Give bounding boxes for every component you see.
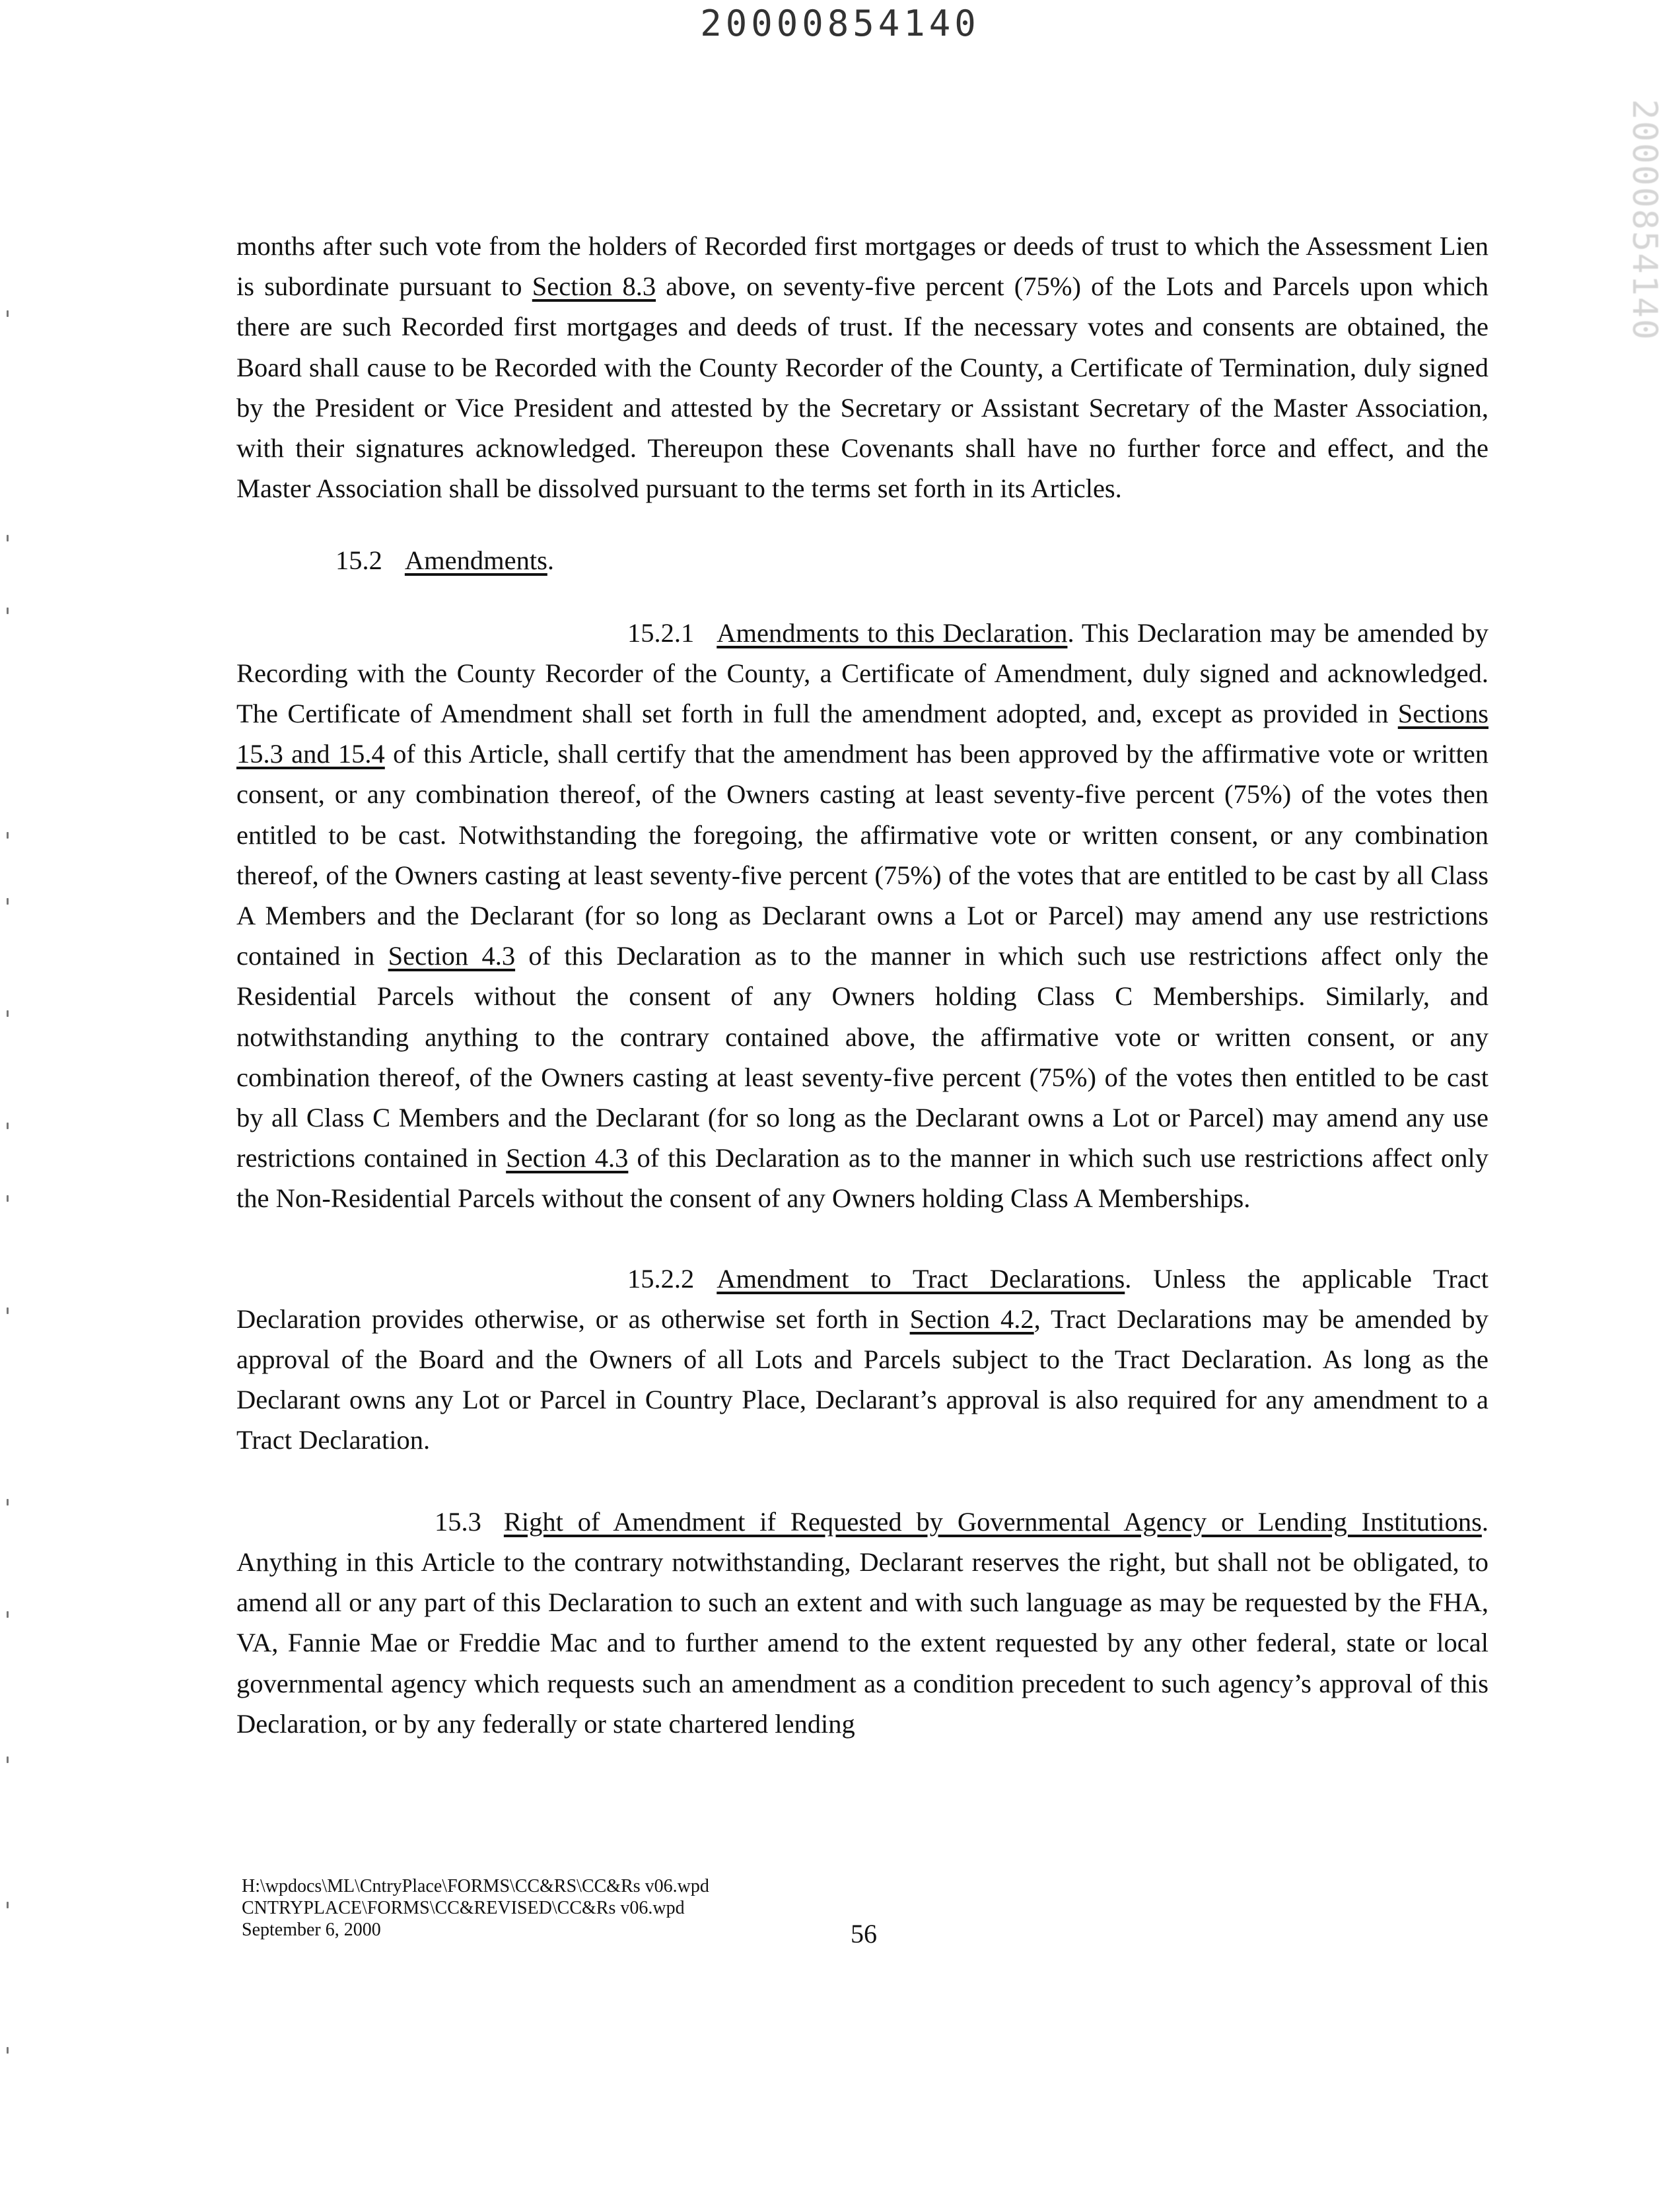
section-8-3-reference: Section 8.3 <box>532 271 656 302</box>
section-15-2-2-title: Amendment to Tract Declarations <box>717 1263 1125 1294</box>
section-15-2-1-title: Amendments to this Declaration <box>717 617 1068 648</box>
section-15-2-2-paragraph: 15.2.2 Amendment to Tract Declarations. Unless the applicable Tract Declaration provides otherwise, or as otherwise set forth in Section 4.2, Tract Declarations may be amended by approval of the Board and the Owners of all Lots and Parcels subject to the Tract Declaration. As long as the Declarant owns any Lot or Parcel in Country Place, Declarant’s approval is also required for any amendment to a Tract Declaration. <box>236 1263 1489 1455</box>
footer-file-path: H:\wpdocs\ML\CntryPlace\FORMS\CC&RS\CC&Rs v06.wpd <box>242 1876 709 1896</box>
document-body <box>236 226 1488 1744</box>
section-15-2-title: Amendments <box>404 545 547 576</box>
section-15-3-title: Right of Amendment if Requested by Governmental Agency or Lending Institutions <box>503 1506 1482 1537</box>
footer <box>242 1875 1430 1941</box>
termination-paragraph-continued: months after such vote from the holders of Recorded first mortgages or deeds of trust to which the Assessment Lien is subordinate pursuant to Section 8.3 above, on seventy-five percent (75%) of the Lots and Parcels upon which there are such Recorded first mortgages and deeds of trust. If the necessary votes and consents are obtained, the Board shall cause to be Recorded with the County Recorder of the County, a Certificate of Termination, duly signed by the President or Vice President and attested by the Secretary or Assistant Secretary of the Master Association, with their signatures acknowledged. Thereupon these Covenants shall have no further force and effect, and the Master Association shall be dissolved pursuant to the terms set forth in its Articles. <box>236 231 1488 504</box>
document-number: 20000854140 <box>700 3 980 44</box>
footer-file-path-2: CNTRYPLACE\FORMS\CC&REVISED\CC&Rs v06.wpd <box>242 1898 685 1918</box>
section-15-2-heading: 15.2 Amendments. <box>335 545 554 576</box>
section-4-2-reference: Section 4.2 <box>909 1303 1034 1334</box>
section-15-3-paragraph: 15.3 Right of Amendment if Requested by Governmental Agency or Lending Institutions. Anything in this Article to the contrary notwithstanding, Declarant reserves the right, but shall not be obligated, to amend all or any part of this Declaration to such an extent and with such language as may be requested by the FHA, VA, Fannie Mae or Freddie Mac and to further amend to the extent requested by any other federal, state or local governmental agency which requests such an amendment as a condition precedent to such agency’s approval of this Declaration, or by any federally or state chartered lending <box>236 1506 1488 1739</box>
page-number: 56 <box>851 1919 877 1949</box>
side-stamp: 20000854140 <box>1625 99 1664 341</box>
margin-scan-marks <box>7 0 15 2187</box>
section-15-2-1-paragraph: 15.2.1 Amendments to this Declaration. This Declaration may be amended by Recording with the County Recorder of the County, a Certificate of Amendment, duly signed and acknowledged. The Certificate of Amendment shall set forth in full the amendment adopted, and, except as provided in Sections 15.3 and 15.4 of this Article, shall certify that the amendment has been approved by the affirmative vote or written consent, or any combination thereof, of the Owners casting at least seventy-five percent (75%) of the votes then entitled to be cast. Notwithstanding the foregoing, the affirmative vote or written consent, or any combination thereof, of the Owners casting at least seventy-five percent (75%) of the votes that are entitled to be cast by all Class A Members and the Declarant (for so long as Declarant owns a Lot or Parcel) may amend any use restrictions contained in Section 4.3 of this Declaration as to the manner in which such use restrictions affect only the Residential Parcels without the consent of any Owners holding Class C Memberships. Similarly, and notwithstanding anything to the contrary contained above, the affirmative vote or written consent, or any combination thereof, of the Owners casting at least seventy-five percent (75%) of the votes then entitled to be cast by all Class C Members and the Declarant (for so long as the Declarant owns a Lot or Parcel) may amend any use restrictions contained in Section 4.3 of this Declaration as to the manner in which such use restrictions affect only the Non-Residential Parcels without the consent of any Owners holding Class A Memberships. <box>236 617 1489 1214</box>
section-4-3-reference: Section 4.3 <box>506 1143 629 1173</box>
sections-15-3-15-4-reference: Sections 15.3 and 15.4 <box>236 699 1488 769</box>
footer-date: September 6, 2000 <box>242 1920 381 1940</box>
section-4-3-reference: Section 4.3 <box>388 941 516 971</box>
